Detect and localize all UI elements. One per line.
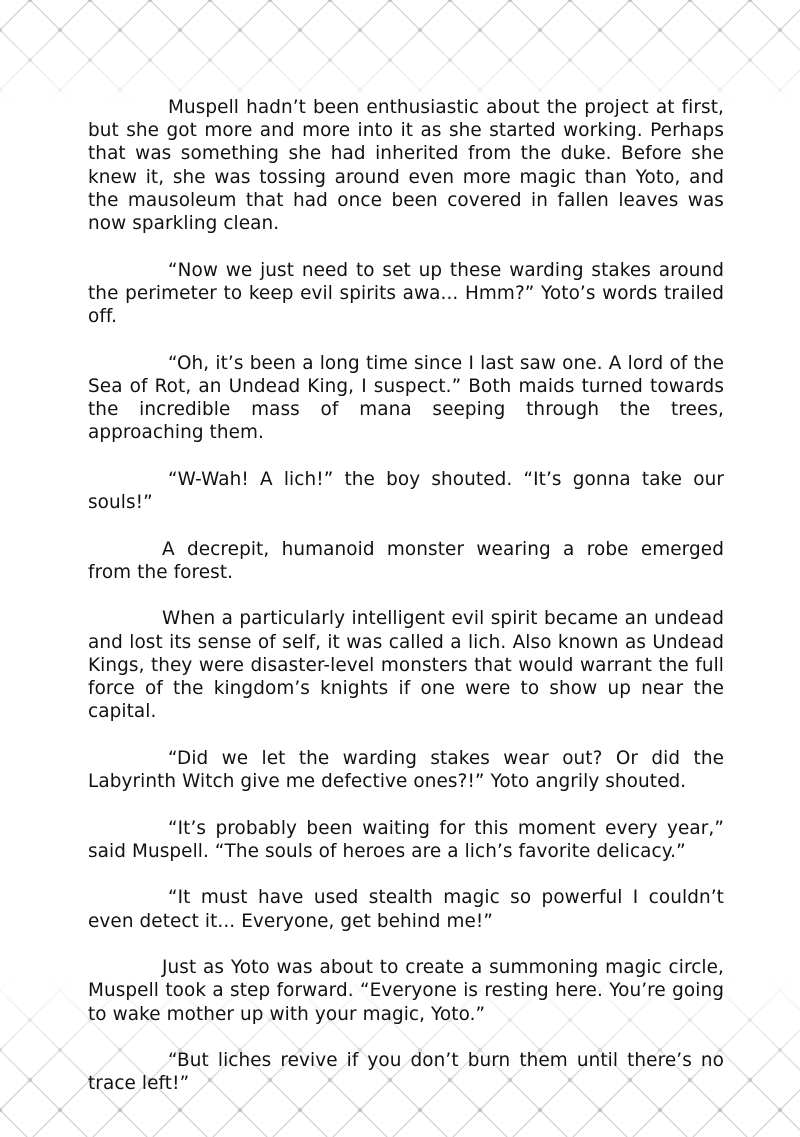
paragraph: “It’s probably been waiting for this moment every year,” said Muspell. “The souls of heroes are a lich’s favorite delicacy.” (88, 817, 724, 862)
paragraph: “Now we just need to set up these warding stakes around the perimeter to keep evil spirits awa... Hmm?” Yoto’s words trailed off. (88, 259, 724, 328)
paragraph: “It must have used stealth magic so powerful I couldn’t even detect it... Everyone, get behind me!” (88, 887, 724, 932)
paragraph: “Oh, it’s been a long time since I last saw one. A lord of the Sea of Rot, an Undead King, I suspect.” Both maids turned towards the incredible mass of mana seeping through the trees, approaching them. (88, 352, 724, 444)
paragraph: “Did we let the warding stakes wear out? Or did the Labyrinth Witch give me defective ones?!” Yoto angrily shouted. (88, 747, 724, 793)
paragraph: Muspell hadn’t been enthusiastic about the project at first, but she got more and more into it as she started working. Perhaps that was something she had inherited from the duke. Before she knew it, she was tossing around even more magic than Yoto, and the mausoleum that had once been covered in fallen leaves was now sparkling clean. (88, 97, 724, 235)
paragraph: “But liches revive if you don’t burn them until there’s no trace left!” (88, 1050, 724, 1095)
paragraph: Just as Yoto was about to create a summoning magic circle, Muspell took a step forward. “Everyone is resting here. You’re going to wake mother up with your magic, Yoto.” (88, 957, 724, 1025)
paragraph: When a particularly intelligent evil spirit became an undead and lost its sense of self, it was called a lich. Also known as Undead Kings, they were disaster-level monsters that would warrant the full force of the kingdom’s knights if one were to show up near the capital. (88, 608, 724, 723)
paragraph: “W-Wah! A lich!” the boy shouted. “It’s gonna take our souls!” (88, 468, 724, 514)
paragraph: A decrepit, humanoid monster wearing a robe emerged from the forest. (88, 538, 724, 583)
story-text (88, 96, 724, 1119)
